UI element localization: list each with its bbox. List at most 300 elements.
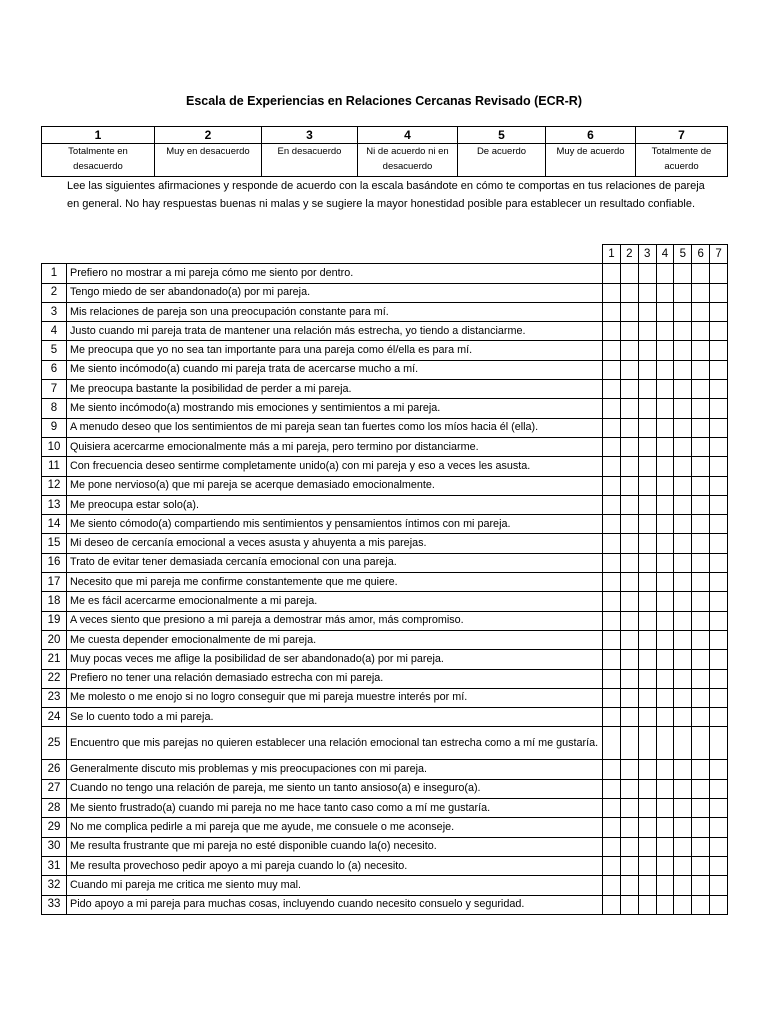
item-number: 1 (42, 264, 67, 283)
answer-cell[interactable] (603, 876, 621, 895)
answer-cell[interactable] (656, 302, 674, 321)
answer-cell[interactable] (638, 837, 656, 856)
answer-cell[interactable] (638, 876, 656, 895)
item-text: Muy pocas veces me aflige la posibilidad de ser abandonado(a) por mi pareja. (67, 650, 603, 669)
column-header: 2 (620, 245, 638, 264)
answer-cell[interactable] (674, 630, 692, 649)
answer-cell[interactable] (603, 708, 621, 727)
answer-cell[interactable] (656, 837, 674, 856)
answer-cell[interactable] (620, 341, 638, 360)
scale-number: 1 (42, 127, 155, 144)
answer-cell[interactable] (674, 592, 692, 611)
scale-number: 3 (262, 127, 358, 144)
answer-cell[interactable] (656, 727, 674, 760)
item-number: 33 (42, 895, 67, 914)
item-text: Se lo cuento todo a mi pareja. (67, 708, 603, 727)
item-text: Me resulta provechoso pedir apoyo a mi pareja cuando lo (a) necesito. (67, 856, 603, 875)
answer-cell[interactable] (692, 418, 710, 437)
answer-cell[interactable] (638, 264, 656, 283)
answer-cell[interactable] (638, 611, 656, 630)
answer-cell[interactable] (710, 895, 728, 914)
answer-cell[interactable] (620, 876, 638, 895)
answer-cell[interactable] (620, 437, 638, 456)
answer-cell[interactable] (710, 837, 728, 856)
answer-cell[interactable] (674, 837, 692, 856)
answer-cell[interactable] (656, 650, 674, 669)
answer-cell[interactable] (674, 553, 692, 572)
answer-cell[interactable] (656, 708, 674, 727)
answer-cell[interactable] (692, 264, 710, 283)
answer-cell[interactable] (603, 669, 621, 688)
answer-cell[interactable] (656, 856, 674, 875)
item-number: 13 (42, 495, 67, 514)
answer-cell[interactable] (710, 708, 728, 727)
answer-cell[interactable] (620, 837, 638, 856)
answer-cell[interactable] (603, 380, 621, 399)
answer-cell[interactable] (674, 457, 692, 476)
scale-legend-table (41, 126, 728, 177)
table-row (42, 611, 728, 630)
answer-cell[interactable] (656, 779, 674, 798)
answer-cell[interactable] (692, 553, 710, 572)
table-row (42, 708, 728, 727)
answer-cell[interactable] (692, 799, 710, 818)
answer-cell[interactable] (603, 476, 621, 495)
table-row (42, 856, 728, 875)
answer-cell[interactable] (638, 380, 656, 399)
answer-cell[interactable] (638, 669, 656, 688)
answer-cell[interactable] (710, 592, 728, 611)
item-number: 20 (42, 630, 67, 649)
answer-cell[interactable] (620, 515, 638, 534)
table-row (42, 264, 728, 283)
answer-cell[interactable] (692, 515, 710, 534)
answer-cell[interactable] (638, 760, 656, 779)
answer-cell[interactable] (692, 476, 710, 495)
answer-cell[interactable] (620, 476, 638, 495)
table-row (42, 876, 728, 895)
answer-cell[interactable] (656, 534, 674, 553)
answer-cell[interactable] (603, 895, 621, 914)
answer-cell[interactable] (710, 856, 728, 875)
item-text: Me cuesta depender emocionalmente de mi pareja. (67, 630, 603, 649)
answer-cell[interactable] (620, 611, 638, 630)
answer-cell[interactable] (710, 476, 728, 495)
answer-cell[interactable] (638, 302, 656, 321)
answer-cell[interactable] (674, 818, 692, 837)
scale-label: Totalmente en desacuerdo (42, 144, 155, 177)
answer-cell[interactable] (638, 418, 656, 437)
table-row (42, 380, 728, 399)
answer-cell[interactable] (603, 611, 621, 630)
scale-number: 6 (546, 127, 636, 144)
answer-cell[interactable] (710, 341, 728, 360)
answer-cell[interactable] (710, 380, 728, 399)
answer-cell[interactable] (692, 876, 710, 895)
answer-cell[interactable] (692, 650, 710, 669)
answer-cell[interactable] (603, 399, 621, 418)
table-row (42, 669, 728, 688)
item-text: Cuando mi pareja me critica me siento muy mal. (67, 876, 603, 895)
answer-cell[interactable] (603, 650, 621, 669)
answer-cell[interactable] (710, 264, 728, 283)
answer-cell[interactable] (638, 856, 656, 875)
answer-cell[interactable] (620, 360, 638, 379)
answer-cell[interactable] (692, 688, 710, 707)
answer-cell[interactable] (620, 457, 638, 476)
answer-cell[interactable] (674, 418, 692, 437)
answer-cell[interactable] (710, 818, 728, 837)
answer-cell[interactable] (656, 669, 674, 688)
answer-cell[interactable] (620, 322, 638, 341)
answer-cell[interactable] (656, 611, 674, 630)
table-row (42, 283, 728, 302)
answer-cell[interactable] (638, 476, 656, 495)
answer-cell[interactable] (620, 553, 638, 572)
item-text: Mis relaciones de pareja son una preocupación constante para mí. (67, 302, 603, 321)
answer-cell[interactable] (638, 553, 656, 572)
answer-cell[interactable] (638, 818, 656, 837)
table-row (42, 495, 728, 514)
item-number: 6 (42, 360, 67, 379)
answer-cell[interactable] (692, 495, 710, 514)
table-row (42, 302, 728, 321)
answer-cell[interactable] (710, 283, 728, 302)
answer-cell[interactable] (620, 779, 638, 798)
table-row (42, 650, 728, 669)
answer-cell[interactable] (603, 630, 621, 649)
answer-cell[interactable] (656, 283, 674, 302)
answer-cell[interactable] (656, 818, 674, 837)
answer-cell[interactable] (710, 573, 728, 592)
answer-cell[interactable] (603, 837, 621, 856)
answer-cell[interactable] (656, 418, 674, 437)
answer-cell[interactable] (692, 380, 710, 399)
table-row (42, 573, 728, 592)
answer-cell[interactable] (656, 760, 674, 779)
answer-cell[interactable] (710, 515, 728, 534)
table-row (42, 688, 728, 707)
item-number: 23 (42, 688, 67, 707)
answer-cell[interactable] (603, 534, 621, 553)
answer-cell[interactable] (620, 592, 638, 611)
item-number: 14 (42, 515, 67, 534)
answer-cell[interactable] (603, 553, 621, 572)
answer-cell[interactable] (656, 515, 674, 534)
answer-cell[interactable] (674, 708, 692, 727)
answer-cell[interactable] (692, 573, 710, 592)
answer-cell[interactable] (603, 573, 621, 592)
answer-cell[interactable] (674, 727, 692, 760)
item-text: Me preocupa bastante la posibilidad de perder a mi pareja. (67, 380, 603, 399)
answer-cell[interactable] (656, 476, 674, 495)
answer-cell[interactable] (603, 437, 621, 456)
column-header: 5 (674, 245, 692, 264)
answer-cell[interactable] (603, 302, 621, 321)
answer-cell[interactable] (674, 669, 692, 688)
answer-cell[interactable] (710, 779, 728, 798)
answer-cell[interactable] (620, 302, 638, 321)
answer-cell[interactable] (674, 380, 692, 399)
answer-cell[interactable] (710, 534, 728, 553)
item-number: 9 (42, 418, 67, 437)
item-number: 3 (42, 302, 67, 321)
answer-cell[interactable] (638, 727, 656, 760)
scale-label: Muy de acuerdo (546, 144, 636, 177)
answer-cell[interactable] (656, 457, 674, 476)
answer-cell[interactable] (620, 760, 638, 779)
answer-cell[interactable] (692, 322, 710, 341)
answer-cell[interactable] (692, 457, 710, 476)
answer-cell[interactable] (603, 322, 621, 341)
answer-cell[interactable] (674, 264, 692, 283)
answer-cell[interactable] (603, 727, 621, 760)
item-text: Me pone nervioso(a) que mi pareja se acerque demasiado emocionalmente. (67, 476, 603, 495)
answer-cell[interactable] (603, 856, 621, 875)
item-text: Me es fácil acercarme emocionalmente a mi pareja. (67, 592, 603, 611)
answer-cell[interactable] (710, 876, 728, 895)
item-text: Prefiero no mostrar a mi pareja cómo me siento por dentro. (67, 264, 603, 283)
answer-cell[interactable] (638, 708, 656, 727)
answer-cell[interactable] (603, 760, 621, 779)
answer-cell[interactable] (638, 895, 656, 914)
answer-cell[interactable] (603, 688, 621, 707)
answer-cell[interactable] (620, 727, 638, 760)
answer-cell[interactable] (692, 302, 710, 321)
answer-cell[interactable] (620, 399, 638, 418)
answer-cell[interactable] (674, 341, 692, 360)
answer-cell[interactable] (656, 380, 674, 399)
table-row (42, 760, 728, 779)
table-row (42, 553, 728, 572)
answer-cell[interactable] (656, 630, 674, 649)
answer-cell[interactable] (620, 650, 638, 669)
answer-cell[interactable] (674, 856, 692, 875)
answer-cell[interactable] (603, 515, 621, 534)
table-row (42, 799, 728, 818)
answer-cell[interactable] (710, 669, 728, 688)
answer-cell[interactable] (620, 534, 638, 553)
answer-cell[interactable] (674, 283, 692, 302)
answer-cell[interactable] (692, 727, 710, 760)
answer-cell[interactable] (710, 727, 728, 760)
answer-cell[interactable] (674, 302, 692, 321)
answer-cell[interactable] (674, 534, 692, 553)
answer-cell[interactable] (710, 650, 728, 669)
answer-cell[interactable] (638, 360, 656, 379)
answer-cell[interactable] (620, 630, 638, 649)
answer-cell[interactable] (656, 341, 674, 360)
answer-cell[interactable] (620, 573, 638, 592)
answer-cell[interactable] (692, 534, 710, 553)
answer-cell[interactable] (638, 399, 656, 418)
answer-cell[interactable] (638, 495, 656, 514)
answer-cell[interactable] (656, 573, 674, 592)
answer-cell[interactable] (638, 650, 656, 669)
answer-cell[interactable] (603, 283, 621, 302)
answer-cell[interactable] (603, 799, 621, 818)
answer-cell[interactable] (674, 573, 692, 592)
answer-cell[interactable] (656, 264, 674, 283)
item-text: Me preocupa que yo no sea tan importante para una pareja como él/ella es para mí. (67, 341, 603, 360)
answer-cell[interactable] (638, 688, 656, 707)
answer-cell[interactable] (620, 418, 638, 437)
answer-cell[interactable] (656, 360, 674, 379)
answer-cell[interactable] (620, 283, 638, 302)
answer-cell[interactable] (603, 779, 621, 798)
scale-label: Muy en desacuerdo (155, 144, 262, 177)
answer-cell[interactable] (656, 799, 674, 818)
answer-cell[interactable] (656, 895, 674, 914)
answer-cell[interactable] (638, 592, 656, 611)
answer-cell[interactable] (692, 779, 710, 798)
answer-cell[interactable] (620, 495, 638, 514)
answer-cell[interactable] (603, 418, 621, 437)
item-text: Me siento cómodo(a) compartiendo mis sentimientos y pensamientos íntimos con mi pareja. (67, 515, 603, 534)
table-row (42, 818, 728, 837)
table-row (42, 895, 728, 914)
answer-cell[interactable] (638, 341, 656, 360)
column-header: 3 (638, 245, 656, 264)
page-title: Escala de Experiencias en Relaciones Cercanas Revisado (ECR-R) (185, 94, 582, 108)
scale-number: 5 (458, 127, 546, 144)
answer-cell[interactable] (638, 630, 656, 649)
answer-cell[interactable] (710, 495, 728, 514)
answer-cell[interactable] (638, 573, 656, 592)
answer-cell[interactable] (710, 611, 728, 630)
answer-cell[interactable] (656, 592, 674, 611)
answer-cell[interactable] (710, 322, 728, 341)
answer-cell[interactable] (692, 437, 710, 456)
answer-cell[interactable] (638, 515, 656, 534)
answer-cell[interactable] (603, 264, 621, 283)
item-number: 15 (42, 534, 67, 553)
answer-cell[interactable] (656, 876, 674, 895)
answer-cell[interactable] (638, 322, 656, 341)
item-text: Me siento incómodo(a) cuando mi pareja trata de acercarse mucho a mí. (67, 360, 603, 379)
answer-cell[interactable] (674, 322, 692, 341)
answer-cell[interactable] (674, 476, 692, 495)
item-number: 27 (42, 779, 67, 798)
answer-cell[interactable] (674, 895, 692, 914)
answer-cell[interactable] (674, 611, 692, 630)
answer-cell[interactable] (620, 669, 638, 688)
answer-cell[interactable] (710, 399, 728, 418)
scale-number: 4 (358, 127, 458, 144)
item-text: Cuando no tengo una relación de pareja, me siento un tanto ansioso(a) e inseguro(a). (67, 779, 603, 798)
table-row (42, 476, 728, 495)
answer-cell[interactable] (603, 495, 621, 514)
answer-cell[interactable] (674, 650, 692, 669)
table-row (42, 360, 728, 379)
answer-cell[interactable] (692, 341, 710, 360)
item-number: 8 (42, 399, 67, 418)
answer-cell[interactable] (710, 437, 728, 456)
answer-cell[interactable] (692, 818, 710, 837)
answer-cell[interactable] (710, 302, 728, 321)
answer-cell[interactable] (710, 688, 728, 707)
answer-cell[interactable] (710, 760, 728, 779)
answer-cell[interactable] (674, 799, 692, 818)
answer-cell[interactable] (620, 264, 638, 283)
item-number: 5 (42, 341, 67, 360)
answer-cell[interactable] (710, 799, 728, 818)
table-row (42, 630, 728, 649)
answer-cell[interactable] (674, 515, 692, 534)
answer-cell[interactable] (692, 856, 710, 875)
answer-cell[interactable] (638, 534, 656, 553)
questionnaire-table (41, 244, 728, 915)
answer-cell[interactable] (603, 592, 621, 611)
scale-label: En desacuerdo (262, 144, 358, 177)
answer-cell[interactable] (620, 799, 638, 818)
answer-cell[interactable] (620, 708, 638, 727)
item-number: 29 (42, 818, 67, 837)
answer-cell[interactable] (620, 895, 638, 914)
answer-cell[interactable] (620, 818, 638, 837)
answer-cell[interactable] (638, 799, 656, 818)
answer-cell[interactable] (656, 553, 674, 572)
table-row (42, 727, 728, 760)
answer-cell[interactable] (620, 688, 638, 707)
answer-cell[interactable] (710, 457, 728, 476)
answer-cell[interactable] (603, 360, 621, 379)
answer-cell[interactable] (710, 360, 728, 379)
answer-cell[interactable] (656, 688, 674, 707)
answer-cell[interactable] (692, 760, 710, 779)
answer-cell[interactable] (692, 837, 710, 856)
answer-cell[interactable] (674, 688, 692, 707)
answer-cell[interactable] (674, 876, 692, 895)
answer-cell[interactable] (656, 322, 674, 341)
answer-cell[interactable] (638, 779, 656, 798)
answer-cell[interactable] (710, 553, 728, 572)
item-number: 18 (42, 592, 67, 611)
answer-cell[interactable] (674, 779, 692, 798)
answer-cell[interactable] (692, 399, 710, 418)
answer-cell[interactable] (692, 592, 710, 611)
answer-cell[interactable] (692, 611, 710, 630)
answer-cell[interactable] (692, 669, 710, 688)
answer-cell[interactable] (620, 856, 638, 875)
answer-cell[interactable] (603, 818, 621, 837)
answer-cell[interactable] (656, 399, 674, 418)
answer-cell[interactable] (638, 437, 656, 456)
answer-cell[interactable] (674, 437, 692, 456)
answer-cell[interactable] (674, 760, 692, 779)
answer-cell[interactable] (692, 630, 710, 649)
answer-cell[interactable] (603, 341, 621, 360)
answer-cell[interactable] (656, 437, 674, 456)
answer-cell[interactable] (620, 380, 638, 399)
answer-cell[interactable] (692, 895, 710, 914)
answer-cell[interactable] (638, 283, 656, 302)
scale-number: 2 (155, 127, 262, 144)
answer-cell[interactable] (603, 457, 621, 476)
answer-cell[interactable] (710, 630, 728, 649)
answer-cell[interactable] (656, 495, 674, 514)
answer-cell[interactable] (638, 457, 656, 476)
scale-number: 7 (636, 127, 728, 144)
answer-cell[interactable] (674, 360, 692, 379)
answer-cell[interactable] (674, 495, 692, 514)
answer-cell[interactable] (692, 360, 710, 379)
item-number: 10 (42, 437, 67, 456)
answer-cell[interactable] (710, 418, 728, 437)
answer-cell[interactable] (692, 708, 710, 727)
answer-cell[interactable] (674, 399, 692, 418)
answer-cell[interactable] (692, 283, 710, 302)
